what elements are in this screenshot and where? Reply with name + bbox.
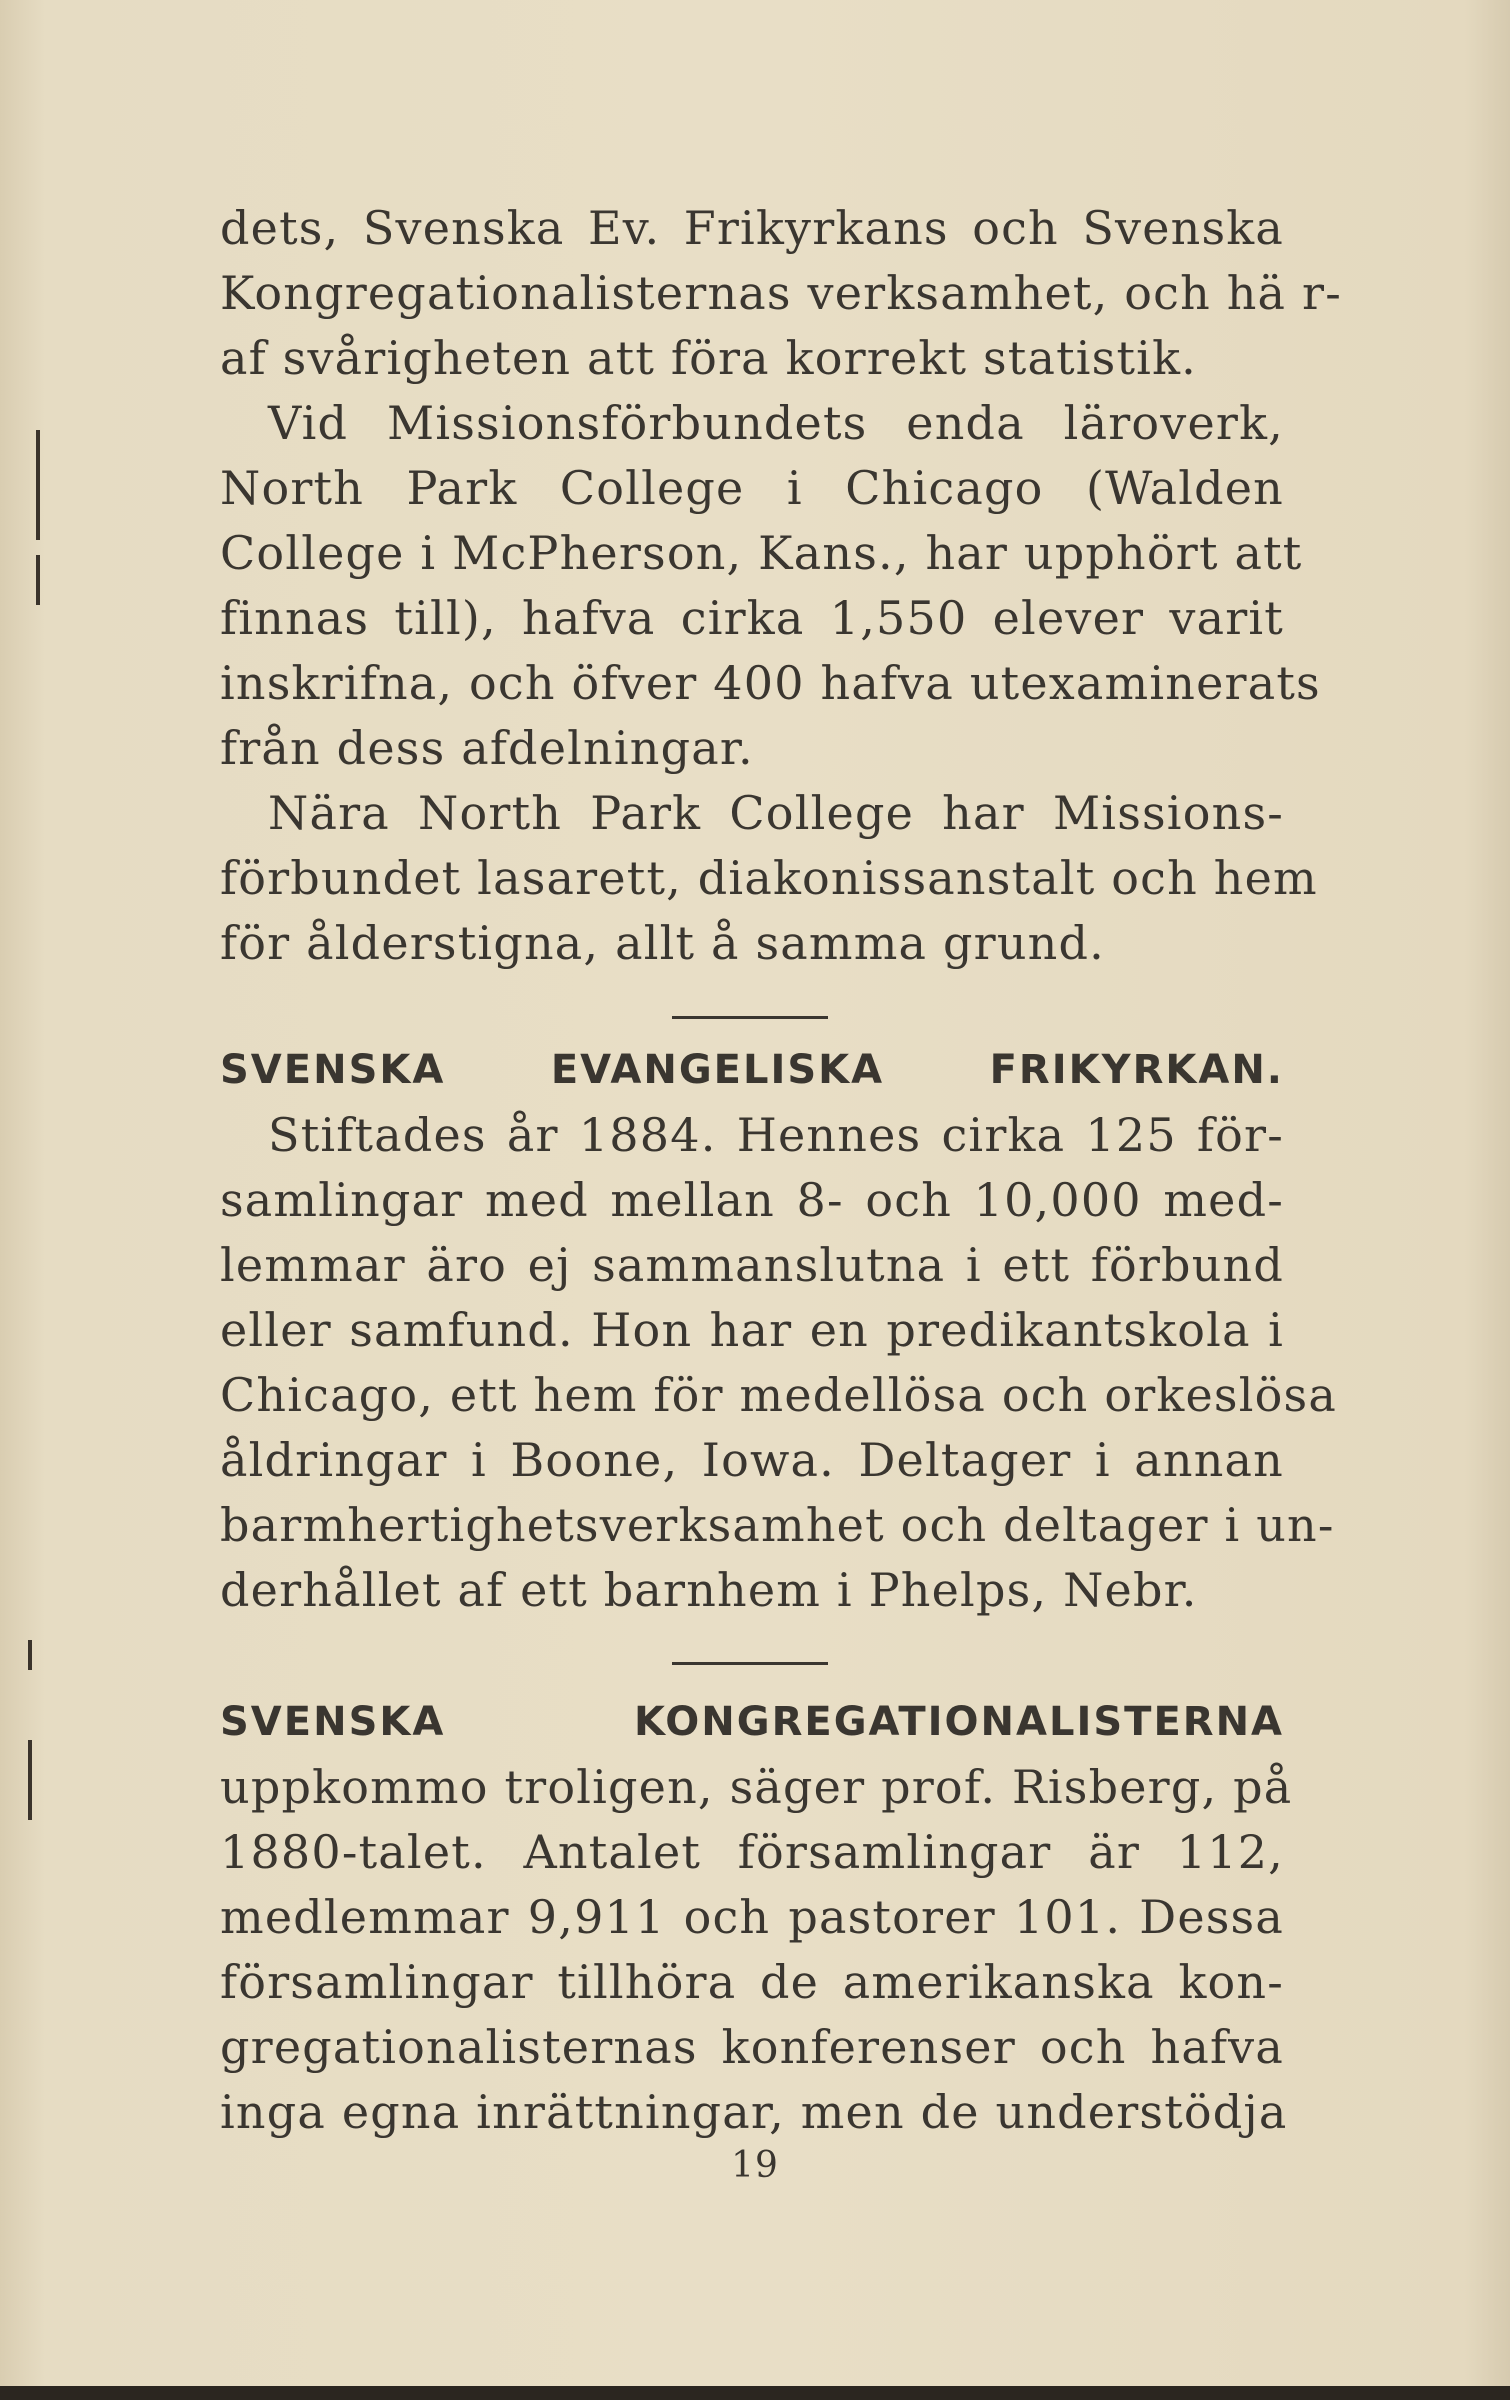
text-line: församlingar tillhöra de amerikanska kon- [220,1955,1284,2009]
text-line: Nära North Park College har Missions- [268,786,1284,840]
section-divider [672,1016,828,1019]
text-line: från dess afdelningar. [220,721,754,775]
text-line: eller samfund. Hon har en predikantskola i [220,1303,1284,1357]
edge-mark [28,1640,32,1670]
section-kongregationalisterna [220,1690,1293,2145]
text-line: College i McPherson, Kans., har upphört att [220,526,1303,580]
text-line: åldringar i Boone, Iowa. Deltager i annan [220,1433,1284,1487]
edge-mark [36,430,40,540]
body-text [220,196,1342,976]
text-line: Stiftades år 1884. Hennes cirka 125 för- [268,1108,1284,1162]
text-line: för ålderstigna, allt å samma grund. [220,916,1105,970]
text-line: North Park College i Chicago (Walden [220,461,1284,515]
section-evangeliska-frikyrkan [220,1038,1337,1623]
edge-mark [28,1740,32,1820]
text-line: Kongregationalisternas verksamhet, och hä r- [220,266,1342,320]
text-line: derhållet af ett barnhem i Phelps, Nebr. [220,1563,1198,1617]
text-line: 1880-talet. Antalet församlingar är 112, [220,1825,1284,1879]
text-line: uppkommo troligen, säger prof. Risberg, på [220,1760,1293,1814]
text-line: finnas till), hafva cirka 1,550 elever varit [220,591,1284,645]
text-line: förbundet lasarett, diakonissanstalt och hem [220,851,1318,905]
edge-mark [36,555,40,605]
text-line: dets, Svenska Ev. Frikyrkans och Svenska [220,201,1284,255]
text-line: inga egna inrättningar, men de understödja [220,2085,1288,2139]
text-line: medlemmar 9,911 och pastorer 101. Dessa [220,1890,1284,1944]
page-number: 19 [731,2145,779,2186]
section-heading: SVENSKA EVANGELISKA FRIKYRKAN. [220,1047,1284,1093]
text-line: inskrifna, och öfver 400 hafva utexaminerats [220,656,1321,710]
text-line: lemmar äro ej sammanslutna i ett förbund [220,1238,1284,1292]
section-heading: SVENSKA KONGREGATIONALISTERNA [220,1699,1284,1745]
text-line: samlingar med mellan 8- och 10,000 med- [220,1173,1284,1227]
scan-edge [0,2386,1510,2400]
text-line: Chicago, ett hem för medellösa och orkeslösa [220,1368,1337,1422]
text-line: barmhertighetsverksamhet och deltager i un- [220,1498,1335,1552]
section-divider [672,1662,828,1665]
text-line: af svårigheten att föra korrekt statistik. [220,331,1197,385]
text-line: Vid Missionsförbundets enda läroverk, [268,396,1284,450]
text-line: gregationalisternas konferenser och hafva [220,2020,1284,2074]
